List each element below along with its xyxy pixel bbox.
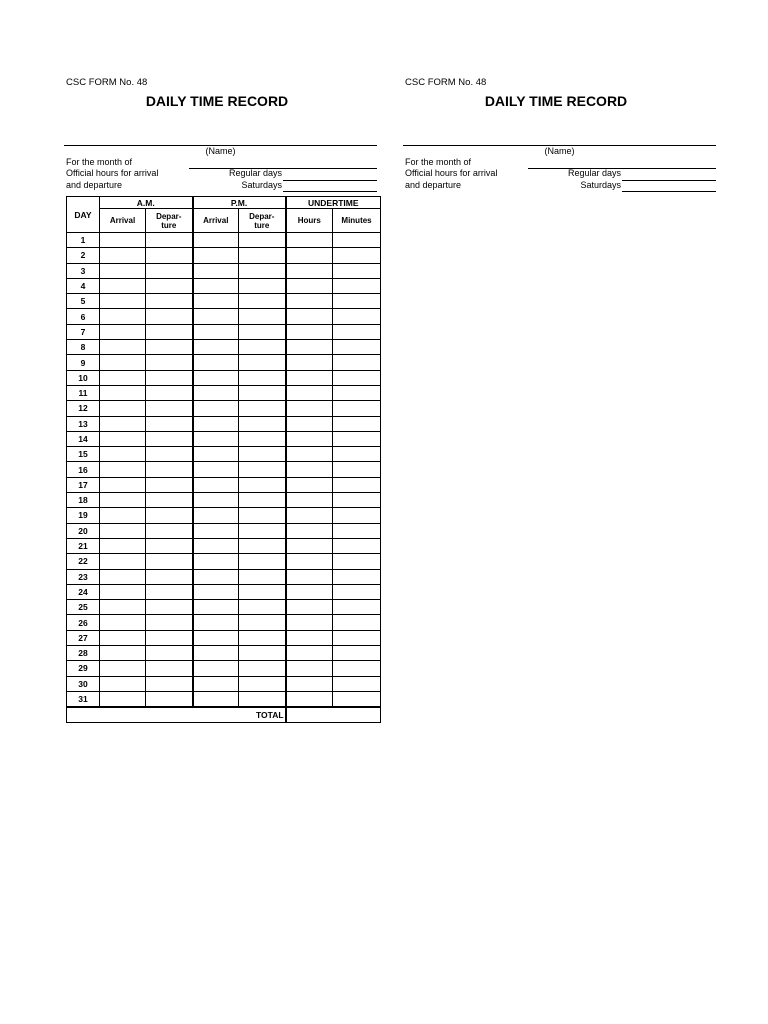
- pm-arrival-header: Arrival: [193, 209, 239, 233]
- pm-arrival-cell[interactable]: [193, 401, 239, 416]
- pm-departure-cell[interactable]: [239, 355, 286, 370]
- pm-departure-cell[interactable]: [239, 554, 286, 569]
- undertime-hours-cell[interactable]: [286, 477, 333, 492]
- am-arrival-cell[interactable]: [100, 508, 146, 523]
- total-cell[interactable]: [286, 707, 381, 723]
- pm-departure-cell[interactable]: [239, 431, 286, 446]
- am-arrival-cell[interactable]: [100, 324, 146, 339]
- pm-arrival-cell[interactable]: [193, 676, 239, 691]
- name-label: (Name): [205, 146, 236, 156]
- regular-days-field[interactable]: [622, 180, 716, 181]
- am-arrival-cell[interactable]: [100, 477, 146, 492]
- am-departure-cell[interactable]: [146, 615, 193, 630]
- am-arrival-cell[interactable]: [100, 584, 146, 599]
- table-row: [67, 523, 381, 538]
- am-arrival-cell[interactable]: [100, 569, 146, 584]
- month-label: For the month of: [66, 157, 133, 167]
- table-row: [67, 355, 381, 370]
- undertime-hours-cell[interactable]: [286, 691, 333, 707]
- undertime-hours-cell[interactable]: [286, 340, 333, 355]
- undertime-hours-cell[interactable]: [286, 554, 333, 569]
- pm-header: P.M.: [193, 197, 286, 209]
- pm-departure-cell[interactable]: [239, 263, 286, 278]
- pm-arrival-cell[interactable]: [193, 447, 239, 462]
- pm-arrival-cell[interactable]: [193, 523, 239, 538]
- day-number: 6: [67, 309, 100, 324]
- table-row: [67, 600, 381, 615]
- am-arrival-cell[interactable]: [100, 523, 146, 538]
- month-label: For the month of: [405, 157, 472, 167]
- table-row: [67, 646, 381, 661]
- table-row: [67, 630, 381, 645]
- am-header: A.M.: [100, 197, 193, 209]
- pm-arrival-cell[interactable]: [193, 661, 239, 676]
- pm-arrival-cell[interactable]: [193, 263, 239, 278]
- form-title: DAILY TIME RECORD: [484, 93, 628, 109]
- am-departure-cell[interactable]: [146, 447, 193, 462]
- pm-arrival-cell[interactable]: [193, 355, 239, 370]
- undertime-minutes-cell[interactable]: [333, 600, 381, 615]
- undertime-hours-cell[interactable]: [286, 233, 333, 248]
- day-number: 4: [67, 278, 100, 293]
- undertime-hours-cell[interactable]: [286, 615, 333, 630]
- undertime-minutes-cell[interactable]: [333, 630, 381, 645]
- table-row: [67, 462, 381, 477]
- am-departure-cell[interactable]: [146, 370, 193, 385]
- undertime-hours-cell[interactable]: [286, 248, 333, 263]
- pm-departure-cell[interactable]: [239, 477, 286, 492]
- regular-days-label: Regular days: [228, 168, 282, 178]
- day-number: 8: [67, 340, 100, 355]
- pm-departure-cell[interactable]: [239, 584, 286, 599]
- undertime-minutes-cell[interactable]: [333, 462, 381, 477]
- table-row: [67, 569, 381, 584]
- am-departure-cell[interactable]: [146, 584, 193, 599]
- am-arrival-cell[interactable]: [100, 263, 146, 278]
- day-number: 25: [67, 600, 100, 615]
- pm-departure-cell[interactable]: [239, 233, 286, 248]
- undertime-hours-cell[interactable]: [286, 462, 333, 477]
- pm-departure-cell[interactable]: [239, 691, 286, 707]
- pm-arrival-cell[interactable]: [193, 630, 239, 645]
- undertime-hours-cell[interactable]: [286, 294, 333, 309]
- pm-arrival-cell[interactable]: [193, 493, 239, 508]
- official-hours-label: Official hours for arrival: [405, 168, 498, 178]
- am-arrival-cell[interactable]: [100, 401, 146, 416]
- day-number: 9: [67, 355, 100, 370]
- pm-departure-cell[interactable]: [239, 309, 286, 324]
- am-departure-cell[interactable]: [146, 340, 193, 355]
- undertime-hours-cell[interactable]: [286, 584, 333, 599]
- am-arrival-cell[interactable]: [100, 355, 146, 370]
- table-row: [67, 401, 381, 416]
- undertime-minutes-cell[interactable]: [333, 355, 381, 370]
- am-arrival-cell[interactable]: [100, 615, 146, 630]
- am-departure-header: Depar- ture: [146, 209, 193, 233]
- pm-arrival-cell[interactable]: [193, 554, 239, 569]
- day-number: 10: [67, 370, 100, 385]
- regular-days-label: Regular days: [567, 168, 621, 178]
- day-number: 28: [67, 646, 100, 661]
- undertime-header: UNDERTIME: [286, 197, 381, 209]
- pm-departure-cell[interactable]: [239, 600, 286, 615]
- day-number: 30: [67, 676, 100, 691]
- table-row: [67, 416, 381, 431]
- day-number: 18: [67, 493, 100, 508]
- day-number: 29: [67, 661, 100, 676]
- am-arrival-cell[interactable]: [100, 462, 146, 477]
- day-number: 11: [67, 385, 100, 400]
- undertime-hours-cell[interactable]: [286, 646, 333, 661]
- am-departure-cell[interactable]: [146, 462, 193, 477]
- day-number: 23: [67, 569, 100, 584]
- day-number: 31: [67, 691, 100, 707]
- undertime-minutes-cell[interactable]: [333, 477, 381, 492]
- table-row: [67, 278, 381, 293]
- undertime-minutes-cell[interactable]: [333, 416, 381, 431]
- table-row: [67, 477, 381, 492]
- pm-departure-header: Depar- ture: [239, 209, 286, 233]
- pm-arrival-cell[interactable]: [193, 615, 239, 630]
- time-record-table: [66, 196, 381, 723]
- undertime-minutes-cell[interactable]: [333, 263, 381, 278]
- am-departure-cell[interactable]: [146, 324, 193, 339]
- pm-arrival-cell[interactable]: [193, 309, 239, 324]
- undertime-hours-cell[interactable]: [286, 324, 333, 339]
- table-row: [67, 309, 381, 324]
- undertime-minutes-cell[interactable]: [333, 294, 381, 309]
- pm-departure-cell[interactable]: [239, 385, 286, 400]
- table-row: [67, 508, 381, 523]
- day-number: 15: [67, 447, 100, 462]
- undertime-minutes-cell[interactable]: [333, 233, 381, 248]
- undertime-minutes-cell[interactable]: [333, 248, 381, 263]
- undertime-minutes-cell[interactable]: [333, 523, 381, 538]
- day-number: 5: [67, 294, 100, 309]
- am-arrival-cell[interactable]: [100, 691, 146, 707]
- pm-arrival-cell[interactable]: [193, 248, 239, 263]
- pm-departure-cell[interactable]: [239, 538, 286, 553]
- table-row: [67, 431, 381, 446]
- undertime-hours-cell[interactable]: [286, 493, 333, 508]
- saturdays-field[interactable]: [283, 191, 377, 192]
- am-departure-cell[interactable]: [146, 355, 193, 370]
- pm-arrival-cell[interactable]: [193, 294, 239, 309]
- undertime-hours-cell[interactable]: [286, 523, 333, 538]
- undertime-minutes-cell[interactable]: [333, 661, 381, 676]
- pm-departure-cell[interactable]: [239, 569, 286, 584]
- am-departure-cell[interactable]: [146, 691, 193, 707]
- official-hours-label-2: and departure: [66, 180, 123, 190]
- saturdays-field[interactable]: [622, 191, 716, 192]
- pm-arrival-cell[interactable]: [193, 324, 239, 339]
- total-row: [67, 707, 381, 723]
- am-departure-cell[interactable]: [146, 248, 193, 263]
- am-departure-cell[interactable]: [146, 569, 193, 584]
- am-departure-cell[interactable]: [146, 233, 193, 248]
- undertime-minutes-cell[interactable]: [333, 370, 381, 385]
- am-arrival-cell[interactable]: [100, 416, 146, 431]
- am-arrival-cell[interactable]: [100, 278, 146, 293]
- am-arrival-cell[interactable]: [100, 370, 146, 385]
- am-arrival-cell[interactable]: [100, 646, 146, 661]
- undertime-minutes-cell[interactable]: [333, 646, 381, 661]
- undertime-hours-cell[interactable]: [286, 385, 333, 400]
- table-row: [67, 691, 381, 707]
- am-departure-cell[interactable]: [146, 278, 193, 293]
- table-row: [67, 447, 381, 462]
- am-departure-cell[interactable]: [146, 508, 193, 523]
- hours-header: Hours: [286, 209, 333, 233]
- pm-arrival-cell[interactable]: [193, 370, 239, 385]
- am-arrival-cell[interactable]: [100, 294, 146, 309]
- am-arrival-cell[interactable]: [100, 385, 146, 400]
- pm-departure-cell[interactable]: [239, 447, 286, 462]
- am-arrival-cell[interactable]: [100, 493, 146, 508]
- undertime-minutes-cell[interactable]: [333, 278, 381, 293]
- pm-arrival-cell[interactable]: [193, 385, 239, 400]
- day-number: 17: [67, 477, 100, 492]
- day-number: 7: [67, 324, 100, 339]
- undertime-minutes-cell[interactable]: [333, 431, 381, 446]
- pm-departure-cell[interactable]: [239, 508, 286, 523]
- am-departure-cell[interactable]: [146, 493, 193, 508]
- day-number: 14: [67, 431, 100, 446]
- am-arrival-cell[interactable]: [100, 431, 146, 446]
- table-row: [67, 493, 381, 508]
- pm-arrival-cell[interactable]: [193, 462, 239, 477]
- undertime-hours-cell[interactable]: [286, 263, 333, 278]
- undertime-hours-cell[interactable]: [286, 600, 333, 615]
- pm-departure-cell[interactable]: [239, 401, 286, 416]
- undertime-hours-cell[interactable]: [286, 355, 333, 370]
- day-number: 26: [67, 615, 100, 630]
- pm-arrival-cell[interactable]: [193, 416, 239, 431]
- am-arrival-cell[interactable]: [100, 309, 146, 324]
- undertime-minutes-cell[interactable]: [333, 538, 381, 553]
- day-number: 12: [67, 401, 100, 416]
- undertime-minutes-cell[interactable]: [333, 569, 381, 584]
- day-number: 13: [67, 416, 100, 431]
- undertime-minutes-cell[interactable]: [333, 584, 381, 599]
- official-hours-label: Official hours for arrival: [66, 168, 159, 178]
- am-departure-cell[interactable]: [146, 646, 193, 661]
- am-departure-cell[interactable]: [146, 600, 193, 615]
- undertime-hours-cell[interactable]: [286, 278, 333, 293]
- am-departure-cell[interactable]: [146, 477, 193, 492]
- total-label: TOTAL: [67, 707, 286, 723]
- name-label: (Name): [544, 146, 575, 156]
- pm-departure-cell[interactable]: [239, 370, 286, 385]
- undertime-minutes-cell[interactable]: [333, 309, 381, 324]
- undertime-hours-cell[interactable]: [286, 431, 333, 446]
- am-arrival-cell[interactable]: [100, 661, 146, 676]
- pm-departure-cell[interactable]: [239, 661, 286, 676]
- table-row: [67, 370, 381, 385]
- undertime-hours-cell[interactable]: [286, 447, 333, 462]
- undertime-hours-cell[interactable]: [286, 508, 333, 523]
- table-row: [67, 584, 381, 599]
- pm-arrival-cell[interactable]: [193, 569, 239, 584]
- am-arrival-cell[interactable]: [100, 676, 146, 691]
- pm-arrival-cell[interactable]: [193, 538, 239, 553]
- undertime-hours-cell[interactable]: [286, 416, 333, 431]
- am-departure-cell[interactable]: [146, 661, 193, 676]
- pm-departure-cell[interactable]: [239, 278, 286, 293]
- form-number: CSC FORM No. 48: [405, 77, 487, 88]
- am-arrival-cell[interactable]: [100, 554, 146, 569]
- undertime-minutes-cell[interactable]: [333, 401, 381, 416]
- undertime-minutes-cell[interactable]: [333, 493, 381, 508]
- am-arrival-header: Arrival: [100, 209, 146, 233]
- pm-arrival-cell[interactable]: [193, 584, 239, 599]
- pm-arrival-cell[interactable]: [193, 340, 239, 355]
- table-row: [67, 554, 381, 569]
- am-arrival-cell[interactable]: [100, 233, 146, 248]
- am-arrival-cell[interactable]: [100, 447, 146, 462]
- am-arrival-cell[interactable]: [100, 600, 146, 615]
- am-departure-cell[interactable]: [146, 431, 193, 446]
- day-number: 3: [67, 263, 100, 278]
- am-departure-cell[interactable]: [146, 294, 193, 309]
- am-departure-cell[interactable]: [146, 309, 193, 324]
- undertime-minutes-cell[interactable]: [333, 340, 381, 355]
- day-number: 1: [67, 233, 100, 248]
- day-number: 22: [67, 554, 100, 569]
- table-row: [67, 248, 381, 263]
- official-hours-label-2: and departure: [405, 180, 462, 190]
- pm-departure-cell[interactable]: [239, 294, 286, 309]
- am-departure-cell[interactable]: [146, 401, 193, 416]
- undertime-minutes-cell[interactable]: [333, 385, 381, 400]
- day-number: 20: [67, 523, 100, 538]
- am-arrival-cell[interactable]: [100, 248, 146, 263]
- am-departure-cell[interactable]: [146, 385, 193, 400]
- am-departure-cell[interactable]: [146, 523, 193, 538]
- table-row: [67, 340, 381, 355]
- undertime-hours-cell[interactable]: [286, 370, 333, 385]
- form-title: DAILY TIME RECORD: [145, 93, 289, 109]
- saturdays-label: Saturdays: [580, 180, 621, 190]
- pm-arrival-cell[interactable]: [193, 431, 239, 446]
- pm-departure-cell[interactable]: [239, 676, 286, 691]
- day-number: 2: [67, 248, 100, 263]
- undertime-hours-cell[interactable]: [286, 630, 333, 645]
- undertime-hours-cell[interactable]: [286, 309, 333, 324]
- pm-arrival-cell[interactable]: [193, 477, 239, 492]
- saturdays-label: Saturdays: [241, 180, 282, 190]
- undertime-hours-cell[interactable]: [286, 401, 333, 416]
- pm-departure-cell[interactable]: [239, 523, 286, 538]
- day-number: 19: [67, 508, 100, 523]
- day-header: DAY: [67, 197, 100, 233]
- table-row: [67, 233, 381, 248]
- am-arrival-cell[interactable]: [100, 538, 146, 553]
- pm-departure-cell[interactable]: [239, 630, 286, 645]
- day-number: 16: [67, 462, 100, 477]
- table-row: [67, 385, 381, 400]
- am-departure-cell[interactable]: [146, 554, 193, 569]
- pm-departure-cell[interactable]: [239, 462, 286, 477]
- undertime-hours-cell[interactable]: [286, 538, 333, 553]
- undertime-hours-cell[interactable]: [286, 676, 333, 691]
- pm-departure-cell[interactable]: [239, 340, 286, 355]
- pm-departure-cell[interactable]: [239, 416, 286, 431]
- day-number: 24: [67, 584, 100, 599]
- am-departure-cell[interactable]: [146, 538, 193, 553]
- undertime-minutes-cell[interactable]: [333, 676, 381, 691]
- table-row: [67, 263, 381, 278]
- am-arrival-cell[interactable]: [100, 340, 146, 355]
- undertime-hours-cell[interactable]: [286, 569, 333, 584]
- table-row: [67, 676, 381, 691]
- table-row: [67, 538, 381, 553]
- undertime-minutes-cell[interactable]: [333, 508, 381, 523]
- table-row: [67, 324, 381, 339]
- am-departure-cell[interactable]: [146, 676, 193, 691]
- day-number: 21: [67, 538, 100, 553]
- table-row: [67, 294, 381, 309]
- undertime-minutes-cell[interactable]: [333, 447, 381, 462]
- pm-departure-cell[interactable]: [239, 615, 286, 630]
- undertime-minutes-cell[interactable]: [333, 554, 381, 569]
- am-arrival-cell[interactable]: [100, 630, 146, 645]
- pm-departure-cell[interactable]: [239, 248, 286, 263]
- pm-arrival-cell[interactable]: [193, 600, 239, 615]
- undertime-minutes-cell[interactable]: [333, 615, 381, 630]
- am-departure-cell[interactable]: [146, 416, 193, 431]
- day-number: 27: [67, 630, 100, 645]
- table-row: [67, 661, 381, 676]
- pm-departure-cell[interactable]: [239, 493, 286, 508]
- pm-arrival-cell[interactable]: [193, 646, 239, 661]
- pm-departure-cell[interactable]: [239, 646, 286, 661]
- pm-arrival-cell[interactable]: [193, 508, 239, 523]
- minutes-header: Minutes: [333, 209, 381, 233]
- pm-departure-cell[interactable]: [239, 324, 286, 339]
- am-departure-cell[interactable]: [146, 263, 193, 278]
- undertime-minutes-cell[interactable]: [333, 691, 381, 707]
- regular-days-field[interactable]: [283, 180, 377, 181]
- pm-arrival-cell[interactable]: [193, 233, 239, 248]
- am-departure-cell[interactable]: [146, 630, 193, 645]
- pm-arrival-cell[interactable]: [193, 278, 239, 293]
- table-row: [67, 615, 381, 630]
- undertime-hours-cell[interactable]: [286, 661, 333, 676]
- pm-arrival-cell[interactable]: [193, 691, 239, 707]
- form-number: CSC FORM No. 48: [66, 77, 148, 88]
- undertime-minutes-cell[interactable]: [333, 324, 381, 339]
